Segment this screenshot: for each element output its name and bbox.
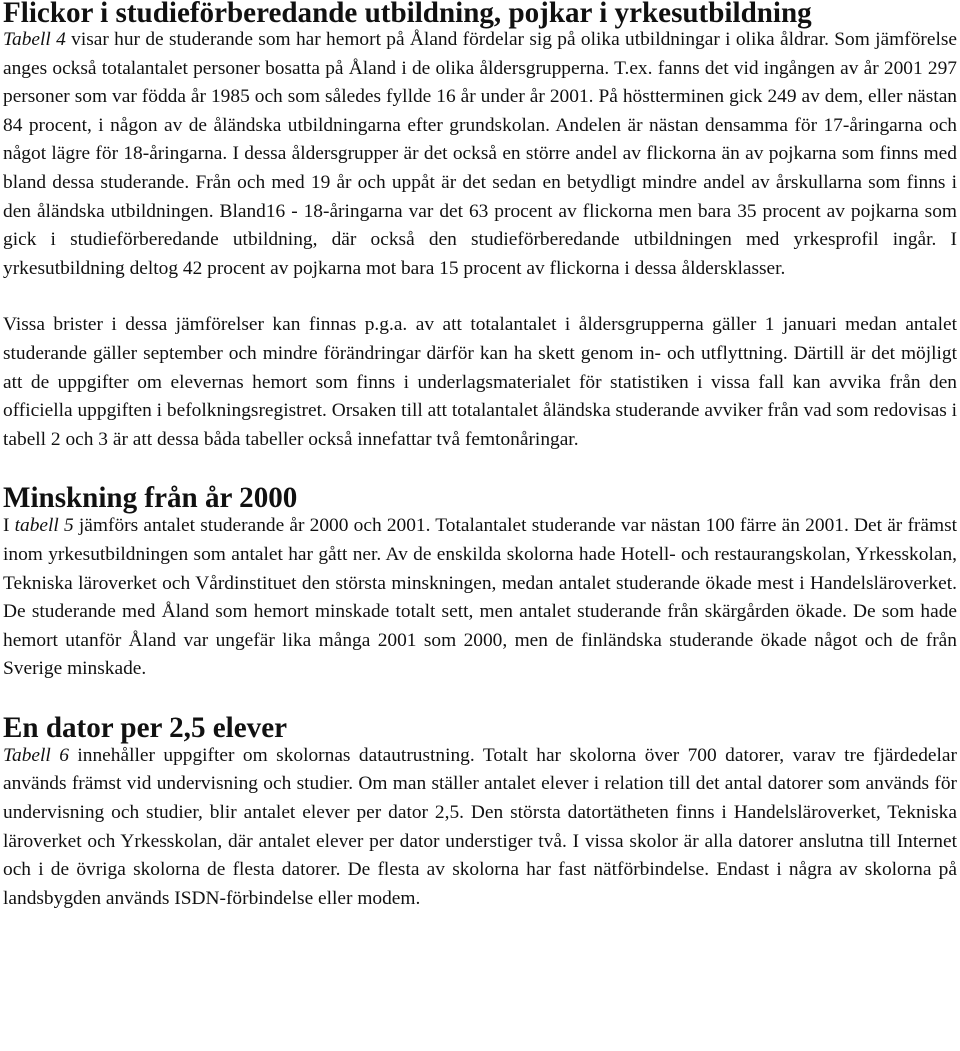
paragraph-prefix: I — [3, 515, 15, 537]
paragraph-text: jämförs antalet studerande år 2000 och 2001. Totalantalet studerande var nästan 100 färre än 2001. Det är främst inom yrkesutbildningen som antalet har gått ner. Av de enskilda skolorna hade Hotell- och restaurangskolan, Yrkesskolan, Tekniska läroverket och Vårdinstituet den största minskningen, medan antalet studerande ökade mest i Handelsläroverket. De studerande med Åland som hemort minskade totalt sett, men antalet studerande från skärgården ökade. De som hade hemort utanför Åland var ungefär lika många 2001 som 2000, men de finländska studerande ökade något och de från Sverige minskade. — [3, 515, 957, 680]
section-heading-minskning: Minskning från år 2000 — [3, 482, 298, 515]
table-reference: tabell 5 — [14, 515, 74, 537]
paragraph-spacer — [3, 684, 957, 714]
paragraph-spacer — [3, 283, 957, 311]
paragraph-tabell-5 — [3, 512, 957, 684]
paragraph-text: innehåller uppgifter om skolornas datautrustning. Totalt har skolorna över 700 datorer, varav tre fjärdedelar används främst vid undervisning och studier. Om man ställer antalet elever i relation till det antal datorer som används för undervisning och studier, blir antalet elever per dator 2,5. Den största datortätheten finns i Handelsläroverket, Tekniska läroverket och Yrkesskolan, där antalet elever per dator understiger två. I vissa skolor är alla datorer anslutna till Internet och i de övriga skolorna de flesta datorer. De flesta av skolorna har fast nätförbindelse. Endast i några av skolorna på landsbygden används ISDN-förbindelse eller modem. — [3, 744, 957, 909]
paragraph-tabell-4 — [3, 26, 957, 283]
paragraph-tabell-6 — [3, 742, 957, 914]
paragraph-spacer — [3, 454, 957, 484]
paragraph-text: visar hur de studerande som har hemort på Åland fördelar sig på olika utbildningar i olika åldrar. Som jämförelse anges också totalantalet personer bosatta på Åland i de olika åldersgrupperna. T.ex. fanns det vid ingången av år 2001 297 personer som var födda år 1985 och som således fyllde 16 år under år 2001. På höstterminen gick 249 av dem, eller nästan 84 procent, i någon av de åländska utbildningarna efter grundskolan. Andelen är nästan densamma för 17-åringarna och något lägre för 18-åringarna. I dessa åldersgrupper är det också en större andel av flickorna än av pojkarna som finns med bland dessa studerande. Från och med 19 år och uppåt är det sedan en betydligt mindre andel av årskullarna som finns i den åländska utbildningen. Bland16 - 18-åringarna var det 63 procent av flickorna men bara 35 procent av pojkarna som gick i studieförberedande utbildning, där också den studieförberedande utbildningen med yrkesprofil ingår. I yrkesutbildning deltog 42 procent av pojkarna mot bara 15 procent av flickorna i dessa åldersklasser. — [3, 29, 957, 279]
table-reference: Tabell 6 — [3, 744, 69, 766]
table-reference: Tabell 4 — [3, 29, 66, 50]
section-heading-flickor: Flickor i studieförberedande utbildning, pojkar i yrkesutbildning — [3, 0, 812, 29]
paragraph-brister: Vissa brister i dessa jämförelser kan finnas p.g.a. av att totalantalet i åldersgrupperna gäller 1 januari medan antalet studerande gäller september och mindre förändringar därför kan ha skett genom in- och utflyttning. Därtill är det möjligt att de uppgifter om elevernas hemort som finns i underlagsmaterialet för statistiken i vissa fall kan avvika från den officiella uppgiften i befolkningsregistret. Orsaken till att totalantalet åländska studerande avviker från vad som redovisas i tabell 2 och 3 är att dessa båda tabeller också innefattar två femtonåringar. — [3, 314, 957, 450]
section-heading-dator: En dator per 2,5 elever — [3, 711, 288, 744]
